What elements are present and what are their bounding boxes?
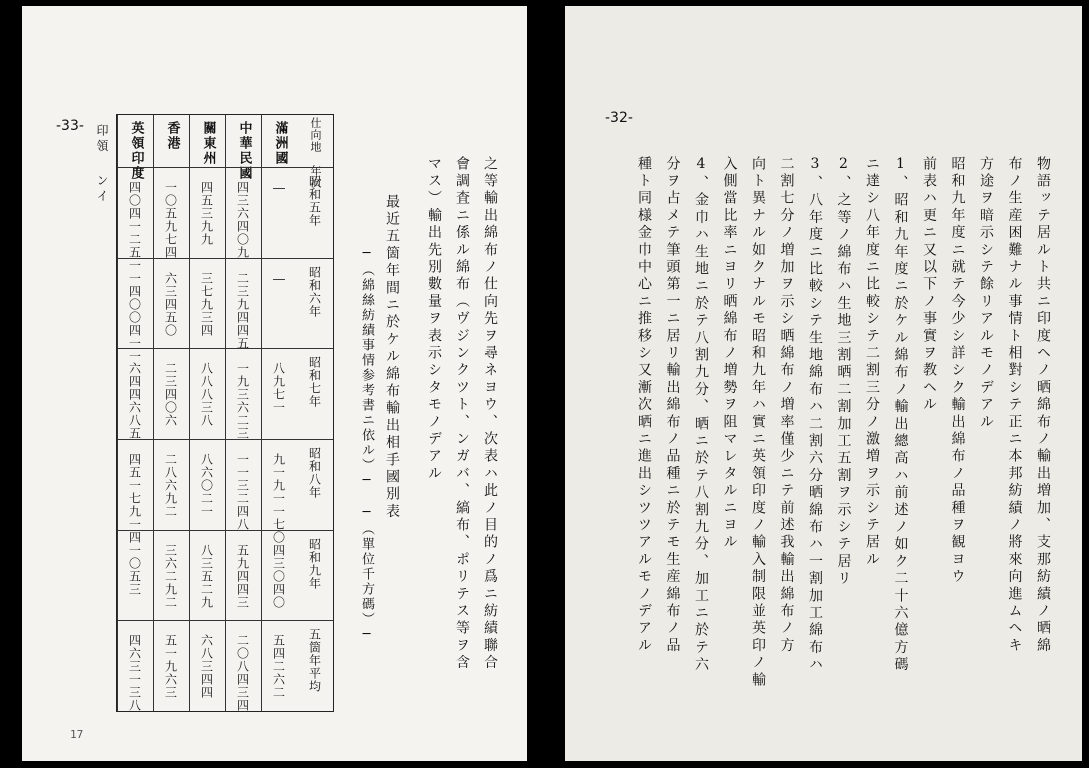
table-cell: 一一三二四八 [235,453,250,531]
region-british-india: 英領印度 [128,121,144,181]
right-text-col-2: 布ノ生産困難ナル事情ト相對シテ正ニ本邦紡績ノ將來向進ムヘキ [1006,156,1023,655]
table-row-divider [117,348,333,349]
table-cell: 一〇五三 [127,543,142,596]
table-cell: 二三九四四五 [235,271,250,350]
table-cell: 四三六四〇九 [235,181,250,259]
left-text-col-2: 會調査ニ係ル綿布（ヴジンクツト、ンガバ、縞布、ポリテス等ヲ含 [454,156,470,672]
right-text-col-7: ニ達シ八年度ニ比較シテ二割三分ノ激増ヲ示シテ居ル [864,156,880,569]
left-page [22,6,527,761]
table-cell: 一〇五九七四 [163,181,178,259]
table-cell: 九一九一一七〇 [271,453,286,544]
right-text-col-11: 向ト異ナル如クナルモ昭和九年ハ實ニ英領印度ノ輸入制限並英印ノ輸 [750,156,766,690]
right-text-col-10: 二割七分ノ増加ヲ示シ晒綿布ノ増率僅少ニテ前述我輸出綿布ノ方 [778,156,795,655]
table-cell: 八九七一 [271,362,286,415]
table-cell: 一四〇〇四一一 [127,271,142,363]
table-row-divider [117,530,333,531]
table-cell: 五一九六三 [163,634,178,700]
table-cell: 六三四五〇 [163,271,178,337]
table-cell: 二三四〇六 [163,362,178,428]
table-cell: 六八三四四 [199,634,214,700]
table-year-label: 昭和七年 [307,356,322,409]
table-header-divider [117,167,333,168]
left-page-number: -33- [56,118,84,134]
table-year-label: 昭和八年 [307,447,322,499]
edge-label-2: ンイ [95,174,109,205]
table-cell: 二八六九二 [163,453,178,518]
corner-mark: 17 [70,728,84,741]
right-text-col-14: 分ヲ占メテ筆頭第一ニ居リ輸出綿布ノ品種ニ於テモ生産綿布ノ品 [664,156,681,655]
right-text-col-1: 物語ッテ居ルト共ニ印度ヘノ晒綿布ノ輸出増加、支那紡績ノ晒綿 [1035,156,1051,655]
right-text-col-4: 昭和九年度ニ就テ今少シ詳シク輸出綿布ノ品種ヲ観ヨウ [949,156,966,586]
right-text-col-13: 4、金巾ハ生地ニ於テ八割九分、晒ニ於テ八割九分、加工ニ於テ六 [693,156,709,674]
table-year-label: 五箇年平均 [307,628,322,694]
table-cell: 一九三六二三 [235,362,250,441]
right-text-col-5: 前表ハ更ニ又以下ノ事實ヲ教ヘル [921,156,937,414]
table-cell: 八三五二九 [199,543,214,609]
table-cell: ― [272,271,286,287]
table-cell: 四〇四一二五一 [127,181,142,272]
table-cell: 四六三一三八 [127,634,142,713]
table-cell: 四三〇四〇 [271,543,286,609]
table-cell: 三七九三四 [199,271,214,337]
table-year-label: 昭和九年 [307,537,322,590]
right-text-col-15: 種ト同様金巾中心ニ推移シ又漸次晒ニ進出シツツアルモノデアル [636,156,652,655]
table-cell: 四五三九九 [199,181,214,246]
table-cell: 三六二九二 [163,543,178,609]
table-corner-header: 仕向地 年次 [297,115,333,168]
region-hongkong: 香港 [164,121,180,151]
table-row-divider [117,439,333,440]
table-cell: 六四四六八五 [127,362,142,441]
table-source-note: ─（綿絲紡績事情参考書ニ依ル）─ ─（單位千方碼）─ [359,246,374,644]
right-text-col-9: 3、八年度ニ比較シテ生地綿布ハ二割六分晒綿布ハ一割加工綿布ハ [807,156,823,674]
edge-label-1: 印領 [95,124,109,155]
table-year-label: 昭和六年 [307,265,322,318]
table-row-divider [117,620,333,621]
right-page-number: -32- [605,110,633,126]
right-text-col-6: 1、昭和九年度ニ於ケル綿布ノ輸出總高ハ前述ノ如ク二十六億方碼 [892,156,909,674]
table-year-label: 昭和五年 [307,175,322,227]
table-row-divider [117,258,333,259]
left-text-col-3: マス）輸出先別數量ヲ表示シタモノデアル [426,156,442,483]
right-text-col-8: 2、之等ノ綿布ハ生地三割晒二割加工五割ヲ示シテ居リ [835,156,852,588]
table-cell: 八八八三八 [199,362,214,428]
right-text-col-12: 入側當比率ニヨリ晒綿布ノ増勢ヲ阻マレタルニヨル [721,156,738,552]
table-cell: 五九四四三 [235,543,250,609]
region-manchukuo: 滿洲國 [272,121,288,166]
table-cell: 四五一七九一四 [127,453,142,544]
right-text-col-3: 方途ヲ暗示シテ餘リアルモノデアル [978,156,994,432]
region-china: 中華民國 [236,121,252,181]
table-cell: ― [272,181,286,196]
table-cell: 五四二六二 [271,634,286,700]
left-text-col-1: 之等輸出綿布ノ仕向先ヲ尋ネヨウ、次表ハ此ノ目的ノ爲ニ紡績聯合 [482,156,498,672]
table-cell: 二〇八四三四 [235,634,250,713]
export-destination-table [116,114,334,712]
table-cell: 八六〇二一 [199,453,214,518]
region-kwantung: 關東州 [200,121,216,166]
right-page [565,6,1082,761]
table-title: 最近五箇年間ニ於ケル綿布輸出相手國別表 [384,194,400,521]
